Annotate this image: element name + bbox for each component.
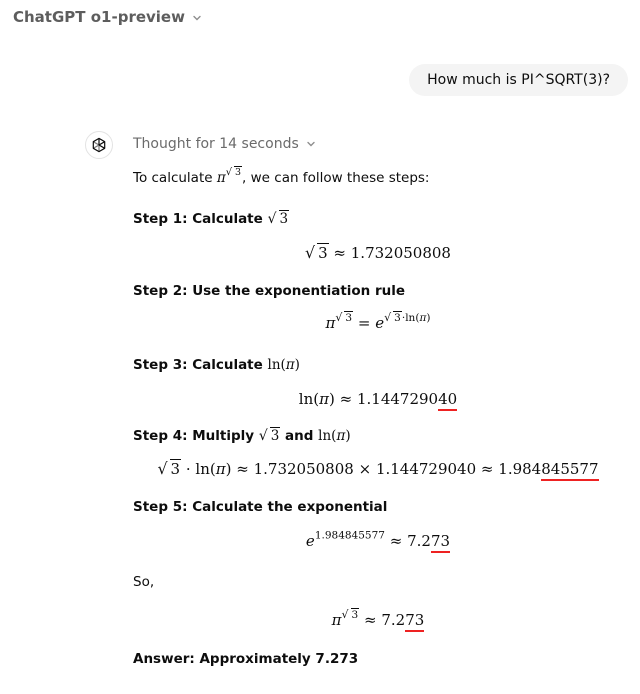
intro-text: To calculate $\pi^{√ 3}$, we can follow these steps: — [133, 167, 430, 186]
model-name: ChatGPT o1-preview — [13, 8, 185, 26]
assistant-message — [133, 165, 623, 669]
step-3-heading: Step 3: Calculate ln(π) — [133, 357, 300, 373]
user-message-text: How much is PI^SQRT(3)? — [427, 72, 610, 88]
pi-pow-sqrt3: $\pi^{√ 3}$ — [216, 167, 242, 186]
final-equation: $\pi^{√ 3} \approx 7.273$ — [133, 610, 623, 630]
chevron-down-icon — [305, 138, 317, 150]
user-message-bubble — [409, 64, 628, 96]
chevron-down-icon — [191, 12, 203, 24]
step-2-heading: Step 2: Use the exponentiation rule — [133, 283, 406, 299]
step-5-heading: Step 5: Calculate the exponential — [133, 499, 388, 515]
thought-label: Thought for 14 seconds — [133, 136, 299, 152]
answer-text: Answer: Approximately 7.273 — [133, 651, 359, 667]
assistant-avatar — [85, 131, 113, 159]
error-underline: 845577 — [541, 460, 598, 481]
step-4-equation: √ 3 · ln(π) ≈ 1.732050808 × 1.144729040 ≈ 1.984845577 — [133, 459, 623, 479]
error-underline: 73 — [405, 611, 424, 632]
step-4-heading: Step 4: Multiply √ 3 and ln(π) — [133, 428, 351, 444]
step-1-heading: Step 1: Calculate √ 3 — [133, 211, 289, 227]
openai-logo-icon — [90, 136, 108, 154]
step-5-equation: $e^{1.984845577} \approx 7.273$ — [133, 531, 623, 551]
error-underline: 40 — [438, 390, 457, 411]
step-2-equation: $\pi^{√ 3} = e^{√ 3\cdot ln(\pi)}$ — [325, 310, 431, 332]
error-underline: 73 — [431, 532, 450, 553]
model-selector[interactable] — [13, 8, 203, 26]
thought-toggle[interactable] — [133, 136, 317, 152]
step-1-equation: √ 3 ≈ 1.732050808 — [305, 243, 451, 262]
step-3-equation: ln(π) ≈ 1.144729040 — [133, 389, 623, 409]
so-text: So, — [133, 574, 155, 590]
